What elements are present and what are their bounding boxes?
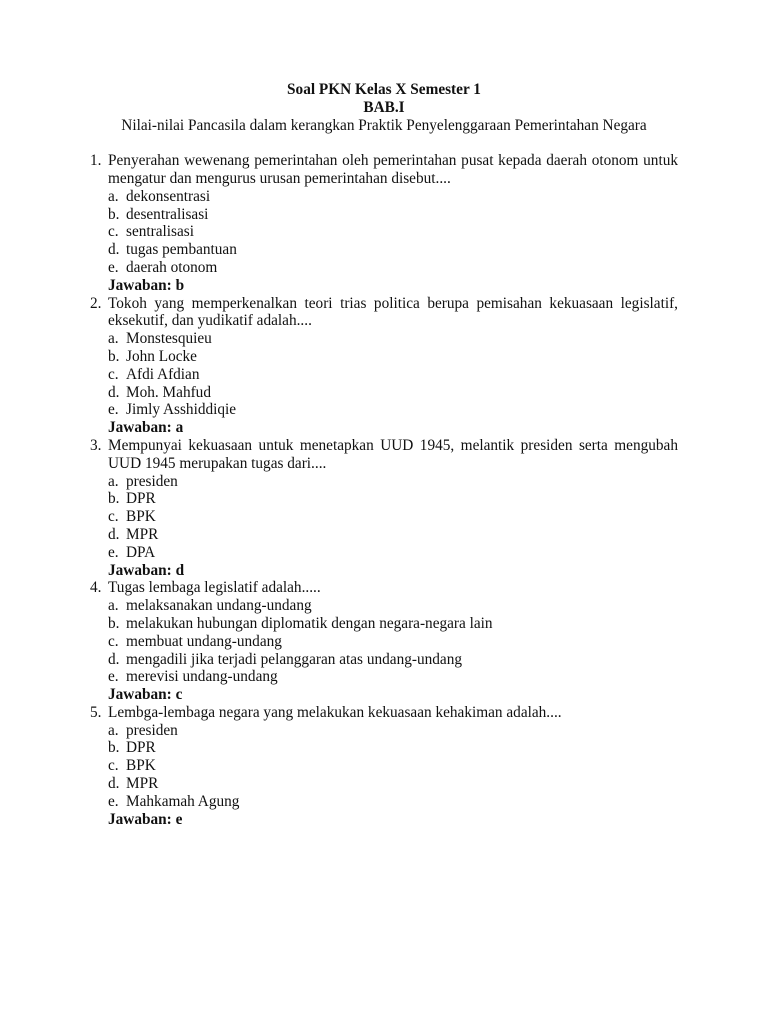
option-text: DPR [126,739,156,757]
option-letter: d. [108,650,120,668]
answer-option [90,793,678,811]
option-letter: e. [108,792,119,810]
question-number: 3. [90,436,102,454]
answer-option [90,508,678,526]
option-letter: a. [108,187,119,205]
option-text: presiden [126,472,178,490]
option-text: melakukan hubungan diplomatik dengan negara-negara lain [126,614,493,632]
answer-key: Jawaban: c [108,686,183,704]
question-number: 2. [90,294,102,312]
option-text: presiden [126,721,178,739]
question-number: 4. [90,579,102,597]
option-text: Moh. Mahfud [126,383,211,401]
answer-key: Jawaban: d [108,561,185,579]
spacer [90,134,678,152]
option-letter: c. [108,365,119,383]
question [90,437,678,473]
option-letter: c. [108,757,119,775]
answer-option [90,473,678,491]
option-letter: b. [108,739,120,757]
answer-key: Jawaban: e [108,810,183,828]
option-text: Jimly Asshiddiqie [126,401,237,419]
option-letter: c. [108,632,119,650]
option-letter: e. [108,401,119,419]
option-text: melaksanakan undang-undang [126,597,312,615]
option-letter: b. [108,614,120,632]
option-text: merevisi undang-undang [126,668,278,686]
option-letter: d. [108,383,120,401]
question-text: Lembga-lembaga negara yang melakukan kekuasaan kehakiman adalah.... [108,703,562,721]
option-letter: b. [108,205,120,223]
option-text: Mahkamah Agung [126,792,240,810]
answer-option [90,241,678,259]
question [90,152,678,188]
option-text: Afdi Afdian [126,365,200,383]
answer-option [90,651,678,669]
chapter-subtitle: Nilai-nilai Pancasila dalam kerangkan Praktik Penyelenggaraan Pemerintahan Negara [121,116,647,134]
answer-option [90,188,678,206]
answer-option [90,206,678,224]
question-item [90,579,678,704]
answer-option [90,615,678,633]
answer-option [90,384,678,402]
question-text: Penyerahan wewenang pemerintahan oleh pemerintahan pusat kepada daerah otonom untuk mengatur dan mengurus urusan pemerintahan disebut.... [108,152,678,187]
option-letter: c. [108,508,119,526]
option-text: tugas pembantuan [126,241,237,259]
answer-option [90,633,678,651]
option-text: mengadili jika terjadi pelanggaran atas undang-undang [126,650,462,668]
answer-option [90,490,678,508]
answer-option [90,401,678,419]
answer-option [90,668,678,686]
document-title: Soal PKN Kelas X Semester 1 [287,81,481,98]
question-number: 1. [90,152,102,170]
document-page [90,81,678,828]
question-text: Tokoh yang memperkenalkan teori trias politica berupa pemisahan kekuasaan legislatif, eksekutif, dan yudikatif adalah.... [108,294,678,330]
question-number: 5. [90,703,102,721]
answer-key: Jawaban: a [108,419,184,437]
chapter-heading: BAB.I [363,98,405,116]
question [90,295,678,331]
answer-option [90,366,678,384]
option-text: MPR [126,525,159,543]
option-letter: d. [108,525,120,543]
option-letter: d. [108,775,120,793]
answer-option [90,722,678,740]
option-letter: a. [108,472,119,490]
option-letter: b. [108,347,120,365]
answer-option [90,544,678,562]
answer-option [90,739,678,757]
question-item [90,295,678,437]
option-text: Monstesquieu [126,330,212,348]
question [90,579,678,597]
option-letter: a. [108,597,119,615]
answer-option [90,775,678,793]
option-text: John Locke [126,347,197,365]
option-text: BPK [126,508,156,526]
question-item [90,152,678,294]
answer-option [90,526,678,544]
option-text: dekonsentrasi [126,187,211,205]
option-text: membuat undang-undang [126,632,282,650]
option-letter: a. [108,721,119,739]
option-letter: b. [108,490,120,508]
question-item [90,437,678,579]
option-text: desentralisasi [126,205,209,223]
option-text: sentralisasi [126,223,194,241]
option-letter: c. [108,223,119,241]
option-letter: e. [108,258,119,276]
option-letter: e. [108,543,119,561]
option-text: DPA [126,543,156,561]
question [90,704,678,722]
option-text: MPR [126,775,159,793]
option-text: BPK [126,757,156,775]
question-text: Mempunyai kekuasaan untuk menetapkan UUD 1945, melantik presiden serta mengubah UUD 1945 merupakan tugas dari.... [108,436,678,472]
answer-option [90,757,678,775]
option-letter: d. [108,241,120,259]
answer-option [90,348,678,366]
answer-option [90,597,678,615]
answer-option [90,330,678,348]
option-letter: a. [108,330,119,348]
answer-option [90,259,678,277]
option-text: daerah otonom [126,258,218,276]
answer-key: Jawaban: b [108,276,185,294]
question-item [90,704,678,829]
question-list [90,152,678,828]
answer-option [90,223,678,241]
question-text: Tugas lembaga legislatif adalah..... [108,579,321,597]
option-text: DPR [126,490,156,508]
option-letter: e. [108,668,119,686]
